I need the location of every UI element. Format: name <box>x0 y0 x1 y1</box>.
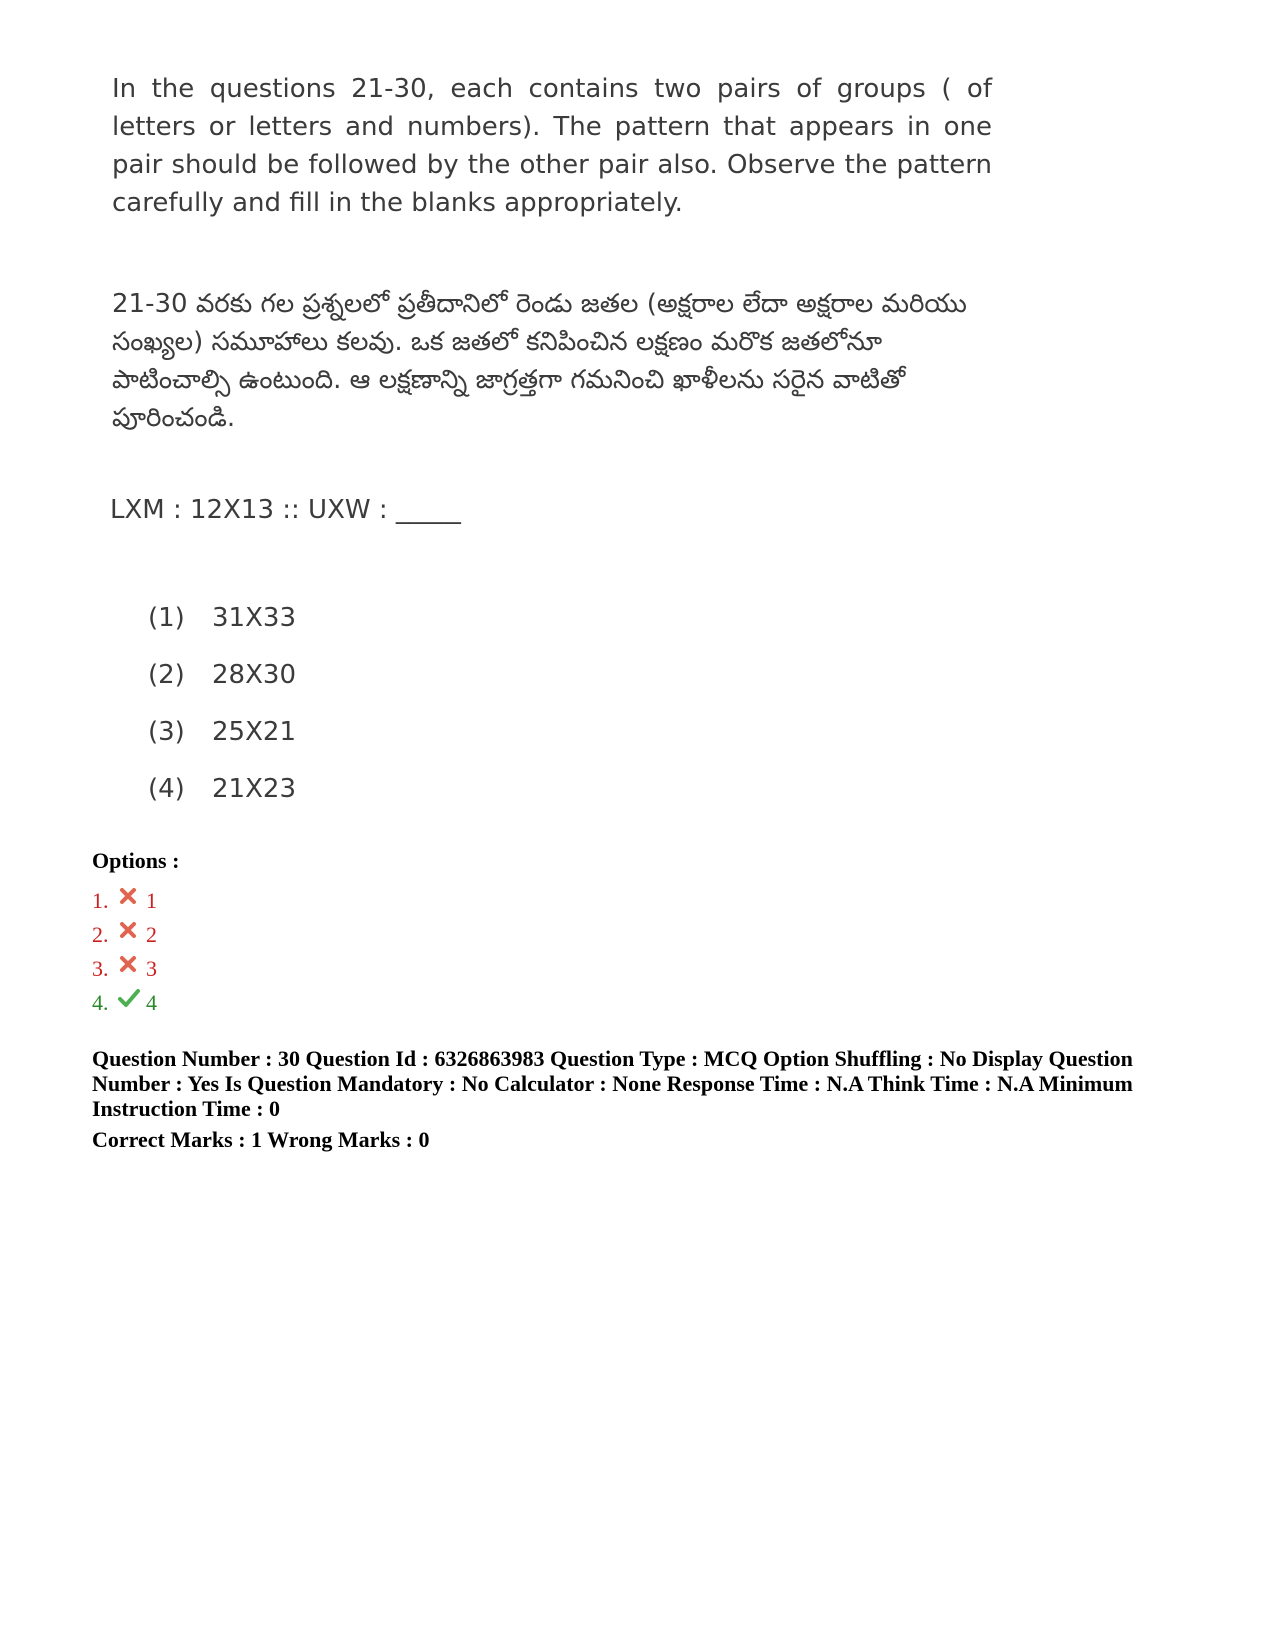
instruction-english: In the questions 21-30, each contains two pairs of groups ( of letters or letters and numbers). The pattern that appears in one pair should be followed by the other pair also. Observe the pattern carefully and fill in the blanks appropriately. <box>112 74 992 218</box>
option-index: 4. <box>92 990 109 1015</box>
choice-item <box>148 603 296 660</box>
choice-number: (1) <box>148 603 185 633</box>
choice-number: (3) <box>148 717 185 747</box>
choice-item <box>148 717 296 774</box>
choice-list <box>148 603 296 831</box>
option-item <box>92 952 179 986</box>
cross-icon <box>118 954 138 976</box>
option-index: 1. <box>92 888 109 913</box>
question-stem: LXM : 12X13 :: UXW : _____ <box>110 495 461 525</box>
options-title: Options : <box>92 848 180 873</box>
option-item <box>92 884 179 918</box>
marks-info: Correct Marks : 1 Wrong Marks : 0 <box>92 1127 430 1152</box>
cross-icon <box>118 886 138 908</box>
choice-number: (2) <box>148 660 185 690</box>
choice-text: 28X30 <box>212 660 296 690</box>
option-index: 2. <box>92 922 109 947</box>
options-block <box>92 848 179 1020</box>
option-item <box>92 918 179 952</box>
option-value: 4 <box>146 990 157 1015</box>
choice-item <box>148 660 296 717</box>
option-value: 3 <box>146 956 157 981</box>
choice-number: (4) <box>148 774 185 804</box>
check-icon <box>118 988 138 1010</box>
choice-text: 21X23 <box>212 774 296 804</box>
choice-text: 25X21 <box>212 717 296 747</box>
choice-text: 31X33 <box>212 603 296 633</box>
option-index: 3. <box>92 956 109 981</box>
question-metadata: Question Number : 30 Question Id : 6326863983 Question Type : MCQ Option Shuffling : No Display Question Number : Yes Is Question Mandatory : No Calculator : None Response Time : N.A Think Time : N.A Minimum Instruction Time : 0 <box>92 1046 1133 1121</box>
choice-item <box>148 774 296 831</box>
question-image <box>112 70 992 433</box>
cross-icon <box>118 920 138 942</box>
instruction-telugu: 21-30 వరకు గల ప్రశ్నలలో ప్రతీదానిలో రెండు జతల (అక్షరాల లేదా అక్షరాల మరియు సంఖ్యల) సమూహాలు కలవు. ఒక జతలో కనిపించిన లక్షణం మరొక జతలోనూ పాటించాల్సి ఉంటుంది. ఆ లక్షణాన్ని జాగ్రత్తగా గమనించి ఖాళీలను సరైన వాటితో పూరించండి. <box>112 289 967 433</box>
option-item <box>92 986 179 1020</box>
option-value: 1 <box>146 888 157 913</box>
option-value: 2 <box>146 922 157 947</box>
